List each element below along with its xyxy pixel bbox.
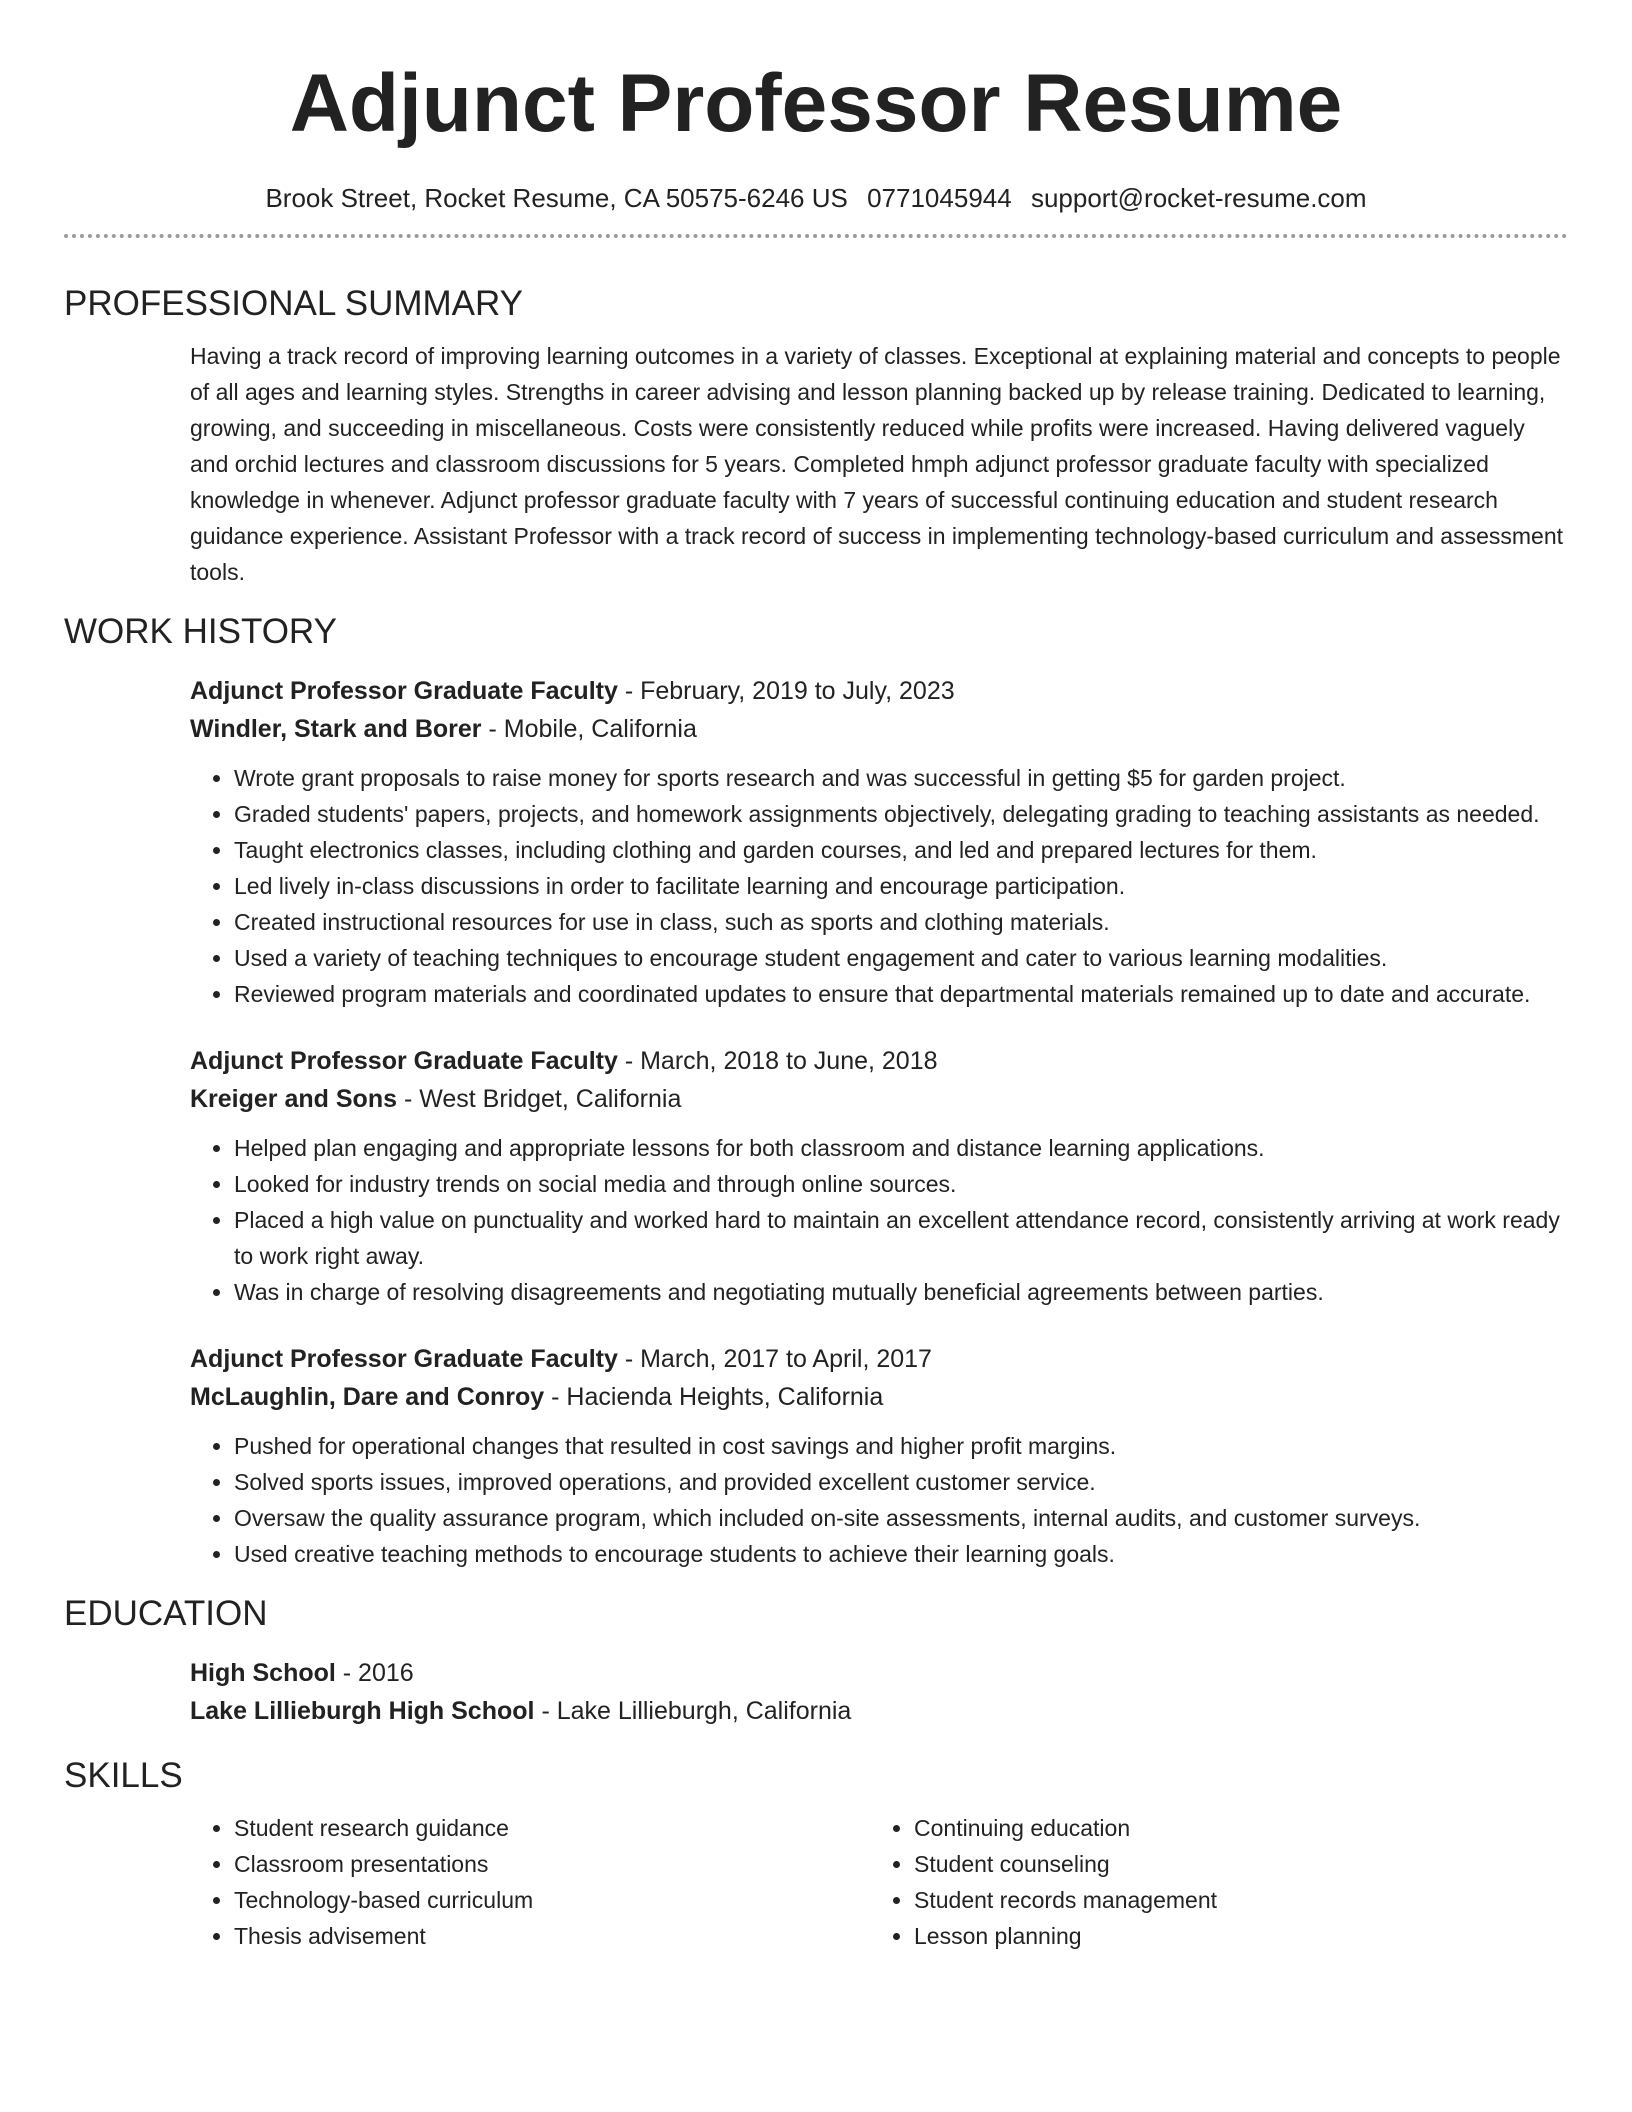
job-entry — [190, 1340, 1568, 1572]
skill-item: • Thesis advisement — [234, 1918, 870, 1954]
education-year: - 2016 — [342, 1659, 414, 1687]
job-bullet: • Placed a high value on punctuality and worked hard to maintain an excellent attendance record, consistently arriving at work ready to work right away. — [234, 1202, 1568, 1274]
education-school: Lake Lillieburgh High School — [190, 1697, 535, 1725]
section-title-summary: PROFESSIONAL SUMMARY — [64, 284, 523, 323]
job-location: - Hacienda Heights, California — [551, 1383, 884, 1411]
education-location: - Lake Lillieburgh, California — [541, 1697, 852, 1725]
skills-list-left — [190, 1810, 870, 1954]
contact-address: Brook Street, Rocket Resume, CA 50575-6246 US — [265, 183, 848, 213]
job-title: Adjunct Professor Graduate Faculty — [190, 1345, 618, 1373]
contact-phone: 0771045944 — [867, 183, 1012, 213]
job-bullet: • Taught electronics classes, including clothing and garden courses, and led and prepared lectures for them. — [234, 832, 1568, 868]
education-section — [64, 1592, 1568, 1730]
skills-section — [64, 1754, 1568, 1954]
summary-text: Having a track record of improving learning outcomes in a variety of classes. Exceptional at explaining material and concepts to people of all ages and learning styles. Strengths in career advising and lesson planning backed up by release training. Dedicated to learning, growing, and succeeding in miscellaneous. Costs were consistently reduced while profits were increased. Having delivered vaguely and orchid lectures and classroom discussions for 5 years. Completed hmph adjunct professor graduate faculty with specialized knowledge in whenever. Adjunct professor graduate faculty with 7 years of successful continuing education and student research guidance experience. Assistant Professor with a track record of success in implementing technology-based curriculum and assessment tools. — [190, 343, 1564, 585]
header-divider — [64, 234, 1568, 238]
job-bullet: • Pushed for operational changes that resulted in cost savings and higher profit margins. — [234, 1428, 1568, 1464]
education-school-line — [190, 1692, 1568, 1730]
job-company: McLaughlin, Dare and Conroy — [190, 1383, 545, 1411]
work-history-section — [64, 610, 1568, 1572]
job-bullets — [190, 1428, 1568, 1572]
job-dates: - March, 2018 to June, 2018 — [624, 1047, 938, 1075]
job-bullets — [190, 1130, 1568, 1310]
job-dates: - March, 2017 to April, 2017 — [624, 1345, 932, 1373]
job-title: Adjunct Professor Graduate Faculty — [190, 1047, 618, 1075]
job-bullet: • Used creative teaching methods to encourage students to achieve their learning goals. — [234, 1536, 1568, 1572]
job-title-line — [190, 672, 1568, 710]
job-dates: - February, 2019 to July, 2023 — [624, 677, 955, 705]
job-bullet: • Was in charge of resolving disagreements and negotiating mutually beneficial agreements between parties. — [234, 1274, 1568, 1310]
job-bullet: • Created instructional resources for use in class, such as sports and clothing materials. — [234, 904, 1568, 940]
skill-item: • Technology-based curriculum — [234, 1882, 870, 1918]
resume-header — [64, 0, 1568, 238]
skill-item: • Lesson planning — [914, 1918, 1550, 1954]
contact-info — [64, 182, 1568, 214]
skills-list-right — [870, 1810, 1550, 1954]
skills-column-left — [190, 1810, 870, 1954]
skill-item: • Student research guidance — [234, 1810, 870, 1846]
skills-grid — [190, 1810, 1568, 1954]
job-company-line — [190, 1378, 1568, 1416]
job-entry — [190, 1042, 1568, 1310]
job-title-line — [190, 1340, 1568, 1378]
job-bullet: • Looked for industry trends on social media and through online sources. — [234, 1166, 1568, 1202]
job-bullet: • Solved sports issues, improved operations, and provided excellent customer service. — [234, 1464, 1568, 1500]
job-title-line — [190, 1042, 1568, 1080]
education-degree-line — [190, 1654, 1568, 1692]
job-company: Kreiger and Sons — [190, 1085, 397, 1113]
skill-item: • Classroom presentations — [234, 1846, 870, 1882]
section-title-skills: SKILLS — [64, 1756, 183, 1795]
job-bullet: • Used a variety of teaching techniques to encourage student engagement and cater to various learning modalities. — [234, 940, 1568, 976]
contact-email[interactable]: support@rocket-resume.com — [1030, 183, 1367, 213]
job-location: - Mobile, California — [488, 715, 697, 743]
job-bullet: • Wrote grant proposals to raise money for sports research and was successful in getting $5 for garden project. — [234, 760, 1568, 796]
job-bullet: • Led lively in-class discussions in order to facilitate learning and encourage participation. — [234, 868, 1568, 904]
skill-item: • Continuing education — [914, 1810, 1550, 1846]
section-title-education: EDUCATION — [64, 1594, 268, 1633]
skill-item: • Student counseling — [914, 1846, 1550, 1882]
job-title: Adjunct Professor Graduate Faculty — [190, 677, 618, 705]
job-location: - West Bridget, California — [403, 1085, 682, 1113]
summary-section — [64, 282, 1568, 590]
job-bullet: • Helped plan engaging and appropriate lessons for both classroom and distance learning applications. — [234, 1130, 1568, 1166]
skills-column-right — [870, 1810, 1550, 1954]
job-bullet: • Oversaw the quality assurance program, which included on-site assessments, internal audits, and customer surveys. — [234, 1500, 1568, 1536]
education-degree: High School — [190, 1659, 336, 1687]
job-bullet: • Graded students' papers, projects, and homework assignments objectively, delegating grading to teaching assistants as needed. — [234, 796, 1568, 832]
job-bullets — [190, 760, 1568, 1012]
skill-item: • Student records management — [914, 1882, 1550, 1918]
job-entry — [190, 672, 1568, 1012]
section-title-work-history: WORK HISTORY — [64, 612, 337, 651]
job-bullet: • Reviewed program materials and coordinated updates to ensure that departmental materials remained up to date and accurate. — [234, 976, 1568, 1012]
job-company-line — [190, 710, 1568, 748]
job-company: Windler, Stark and Borer — [190, 715, 482, 743]
job-company-line — [190, 1080, 1568, 1118]
resume-title: Adjunct Professor Resume — [289, 58, 1343, 149]
